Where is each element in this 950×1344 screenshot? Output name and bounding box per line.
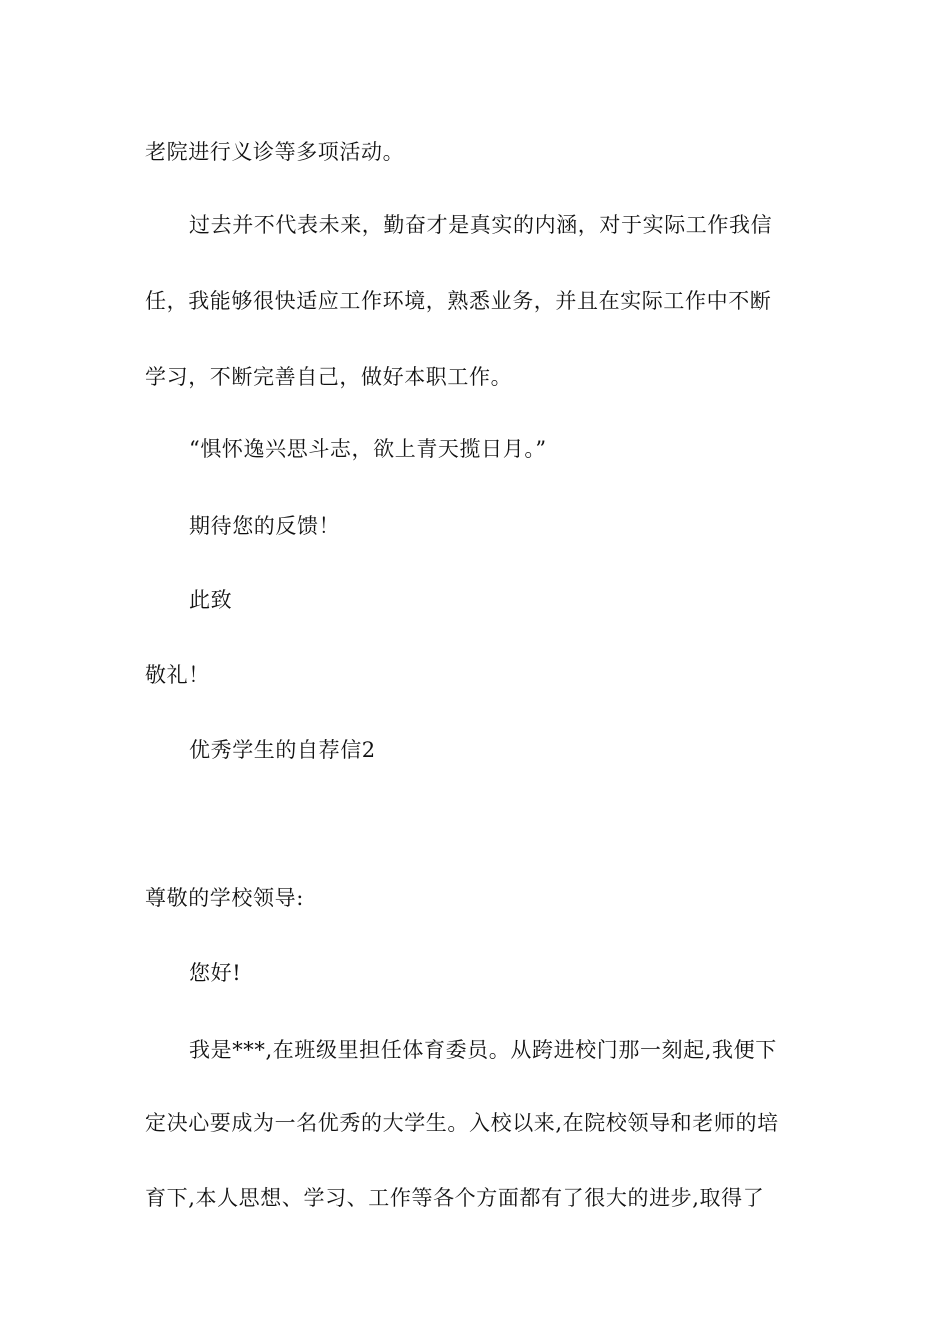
- closing-line: 期待您的反馈！: [189, 514, 341, 538]
- quote-line: “惧怀逸兴思斗志，欲上青天揽日月。”: [189, 437, 547, 461]
- paragraph-line: 学习，不断完善自己，做好本职工作。: [145, 365, 513, 389]
- section-title: 优秀学生的自荐信2: [189, 738, 376, 762]
- paragraph-line: 过去并不代表未来，勤奋才是真实的内涵，对于实际工作我信: [189, 213, 773, 237]
- salutation-line: 敬礼！: [145, 663, 210, 687]
- paragraph-line: 育下,本人思想、学习、工作等各个方面都有了很大的进步,取得了: [145, 1186, 765, 1210]
- paragraph-line: 定决心要成为一名优秀的大学生。入校以来,在院校领导和老师的培: [145, 1111, 779, 1135]
- paragraph-line: 任，我能够很快适应工作环境，熟悉业务，并且在实际工作中不断: [145, 289, 772, 313]
- paragraph-line: 我是***,在班级里担任体育委员。从跨进校门那一刻起,我便下: [189, 1038, 777, 1062]
- letter-greeting: 您好!: [189, 961, 242, 985]
- letter-greeting: 尊敬的学校领导:: [145, 886, 304, 910]
- paragraph-line: 老院进行义诊等多项活动。: [145, 140, 405, 164]
- salutation-line: 此致: [189, 588, 233, 612]
